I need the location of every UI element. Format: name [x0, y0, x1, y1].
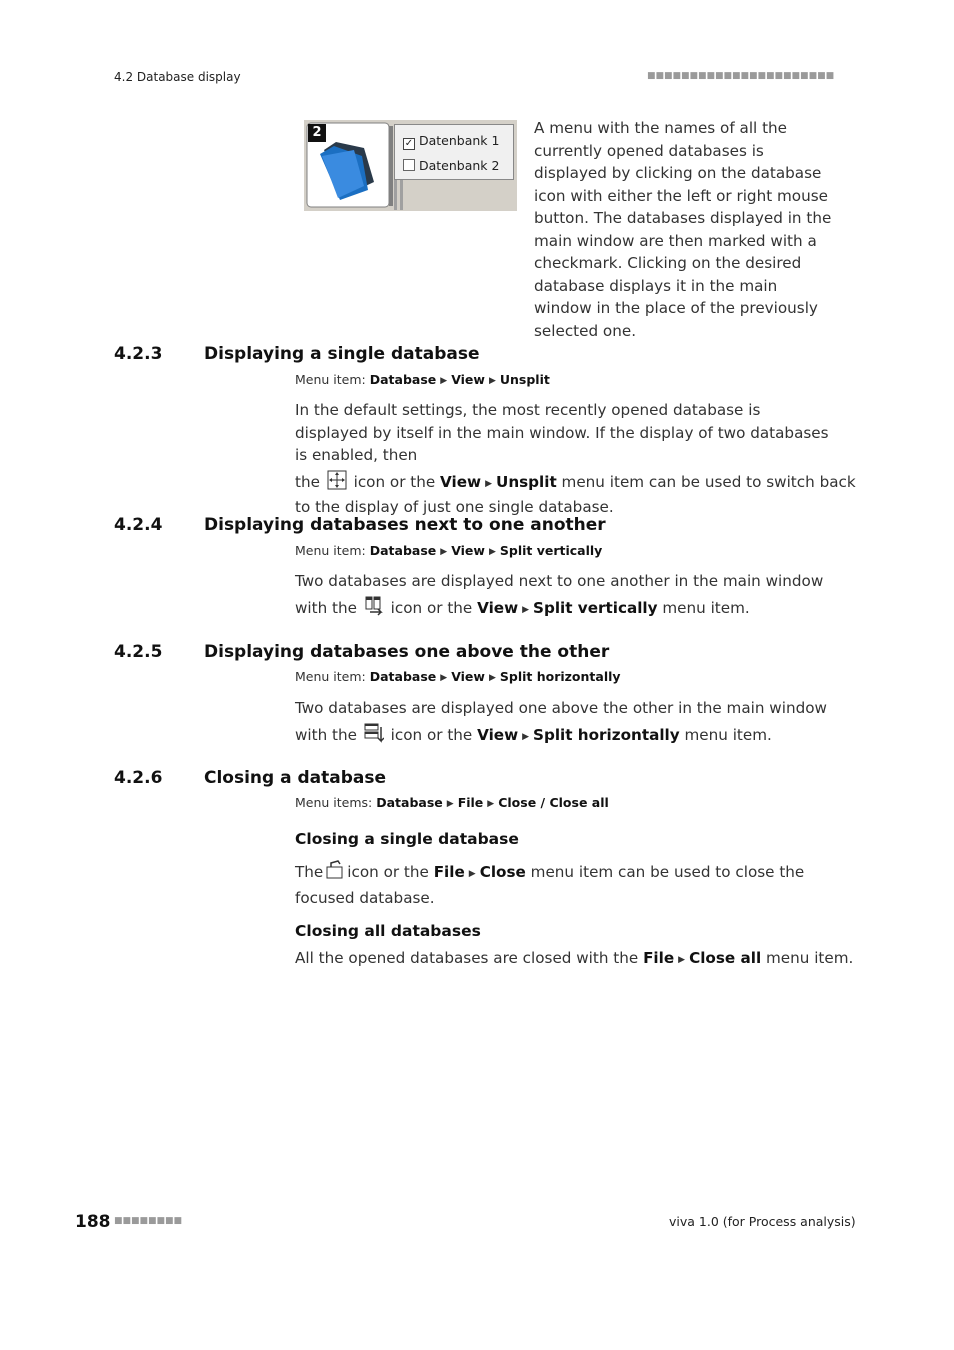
section-heading-4-2-3: [114, 344, 714, 366]
footer-dots: ■■■■■■■■: [114, 1216, 183, 1226]
menu-path: [295, 669, 621, 684]
menu-path: [295, 795, 609, 810]
menu-path: [295, 372, 550, 387]
close-database-icon: [325, 860, 345, 880]
database-dropdown-menu[interactable]: [394, 124, 514, 180]
body-line: [295, 860, 835, 887]
running-header: 4.2 Database display: [114, 70, 241, 84]
menu-keyword: Split horizontally: [533, 725, 680, 744]
triangle-right-icon: ▶: [485, 478, 492, 489]
menu-keyword: View: [440, 472, 482, 491]
database-menu-screenshot: [304, 120, 517, 211]
menu-keyword: Close: [479, 863, 526, 881]
menu-path-label: Menu item:: [295, 372, 366, 387]
section-body: [295, 570, 835, 622]
body-text: to the display of just one single database.: [295, 498, 614, 516]
section-number: 4.2.5: [114, 642, 163, 662]
body-text: menu item.: [662, 598, 750, 617]
section-heading-4-2-6: [114, 768, 714, 790]
body-text: icon or the: [347, 863, 429, 881]
menu-keyword: File: [643, 949, 675, 967]
triangle-right-icon: ▶: [522, 604, 530, 615]
menu-path-item: File: [457, 795, 484, 810]
body-text: icon or the: [390, 725, 473, 744]
menu-keyword: Split vertically: [533, 598, 658, 617]
triangle-right-icon: ▶: [446, 799, 454, 809]
triangle-right-icon: ▶: [488, 673, 496, 683]
body-line: [295, 470, 856, 497]
section-number: 4.2.3: [114, 344, 163, 364]
body-text: with the: [295, 725, 357, 744]
product-name: viva 1.0 (for Process analysis): [669, 1214, 856, 1229]
body-text: Two databases are displayed next to one another in the main window: [295, 572, 824, 590]
triangle-right-icon: ▶: [488, 376, 496, 386]
section-heading-4-2-5: [114, 642, 714, 664]
section-body: [295, 860, 835, 909]
body-text: icon or the: [390, 598, 473, 617]
body-text: Two databases are displayed one above the other in the main window: [295, 699, 827, 717]
body-text: with the: [295, 598, 357, 617]
menu-path-item: Database: [369, 372, 437, 387]
intro-paragraph: A menu with the names of all the currently opened databases is displayed by clicking on the database icon with either the left or right mouse button. The databases displayed in the main window are then marked with a checkmark. Clicking on the desired database displays it in the main window in the place of the previously selected one.: [534, 119, 832, 340]
menu-path-label: Menu items:: [295, 795, 373, 810]
split-horizontal-icon: [364, 723, 384, 743]
section-body: [295, 399, 856, 519]
body-text: menu item.: [684, 725, 772, 744]
body-line: [295, 723, 835, 750]
badge-number: 2: [308, 124, 326, 142]
checkbox-checked-icon[interactable]: ✓: [404, 138, 414, 149]
triangle-right-icon: ▶: [678, 955, 686, 965]
menu-item-label: Datenbank 1: [418, 133, 500, 148]
triangle-right-icon: ▶: [522, 731, 530, 742]
menu-keyword: View: [477, 598, 519, 617]
body-text: focused database.: [295, 888, 435, 907]
menu-path-item: Database: [369, 669, 437, 684]
menu-item-label: Datenbank 2: [418, 158, 500, 173]
section-title: Closing a database: [204, 768, 387, 788]
section-body: [295, 947, 854, 973]
menu-path-item: View: [451, 372, 485, 387]
section-body: [295, 697, 835, 749]
body-text: menu item can be used to close the: [530, 863, 805, 881]
menu-path-item: View: [451, 669, 485, 684]
menu-path-item: Close / Close all: [498, 795, 609, 810]
menu-path: [295, 543, 602, 558]
section-title: Displaying databases next to one another: [204, 515, 606, 535]
triangle-right-icon: ▶: [468, 869, 476, 879]
body-text: menu item can be used to switch back: [561, 472, 856, 491]
header-dots: ■■■■■■■■■■■■■■■■■■■■■■: [647, 71, 835, 81]
subheading-closing-all: Closing all databases: [295, 922, 481, 940]
section-heading-4-2-4: [114, 515, 714, 537]
menu-item-datenbank-1[interactable]: [403, 133, 499, 150]
page-number: 188: [75, 1212, 111, 1232]
menu-path-item: View: [451, 543, 485, 558]
body-text: The: [295, 863, 324, 881]
menu-item-datenbank-2[interactable]: [403, 158, 499, 173]
subheading-closing-single: Closing a single database: [295, 830, 519, 848]
menu-path-item: Split horizontally: [499, 669, 621, 684]
triangle-right-icon: ▶: [440, 673, 448, 683]
triangle-right-icon: ▶: [487, 799, 495, 809]
menu-path-label: Menu item:: [295, 543, 366, 558]
section-number: 4.2.4: [114, 515, 163, 535]
menu-keyword: Unsplit: [495, 472, 557, 491]
unsplit-icon: [327, 470, 347, 490]
menu-path-label: Menu item:: [295, 669, 366, 684]
section-title: Displaying databases one above the other: [204, 642, 610, 662]
body-text: menu item.: [765, 949, 854, 967]
menu-keyword: Close all: [689, 949, 762, 967]
section-number: 4.2.6: [114, 768, 163, 788]
body-text: the: [295, 472, 320, 491]
menu-path-item: Database: [369, 543, 437, 558]
split-vertical-icon: [364, 596, 384, 616]
menu-path-item: Database: [376, 795, 443, 810]
menu-keyword: File: [433, 863, 465, 881]
menu-path-item: Split vertically: [499, 543, 603, 558]
menu-keyword: View: [477, 725, 519, 744]
section-title: Displaying a single database: [204, 344, 480, 364]
checkbox-unchecked-icon[interactable]: [403, 159, 415, 171]
body-text: In the default settings, the most recently opened database is displayed by itself in the main window. If the display of two databases is enabled, then: [295, 401, 829, 464]
triangle-right-icon: ▶: [440, 376, 448, 386]
body-text: icon or the: [353, 472, 436, 491]
menu-path-item: Unsplit: [499, 372, 550, 387]
triangle-right-icon: ▶: [440, 547, 448, 557]
body-line: [295, 596, 835, 623]
triangle-right-icon: ▶: [488, 547, 496, 557]
body-text: All the opened databases are closed with the: [295, 949, 639, 967]
